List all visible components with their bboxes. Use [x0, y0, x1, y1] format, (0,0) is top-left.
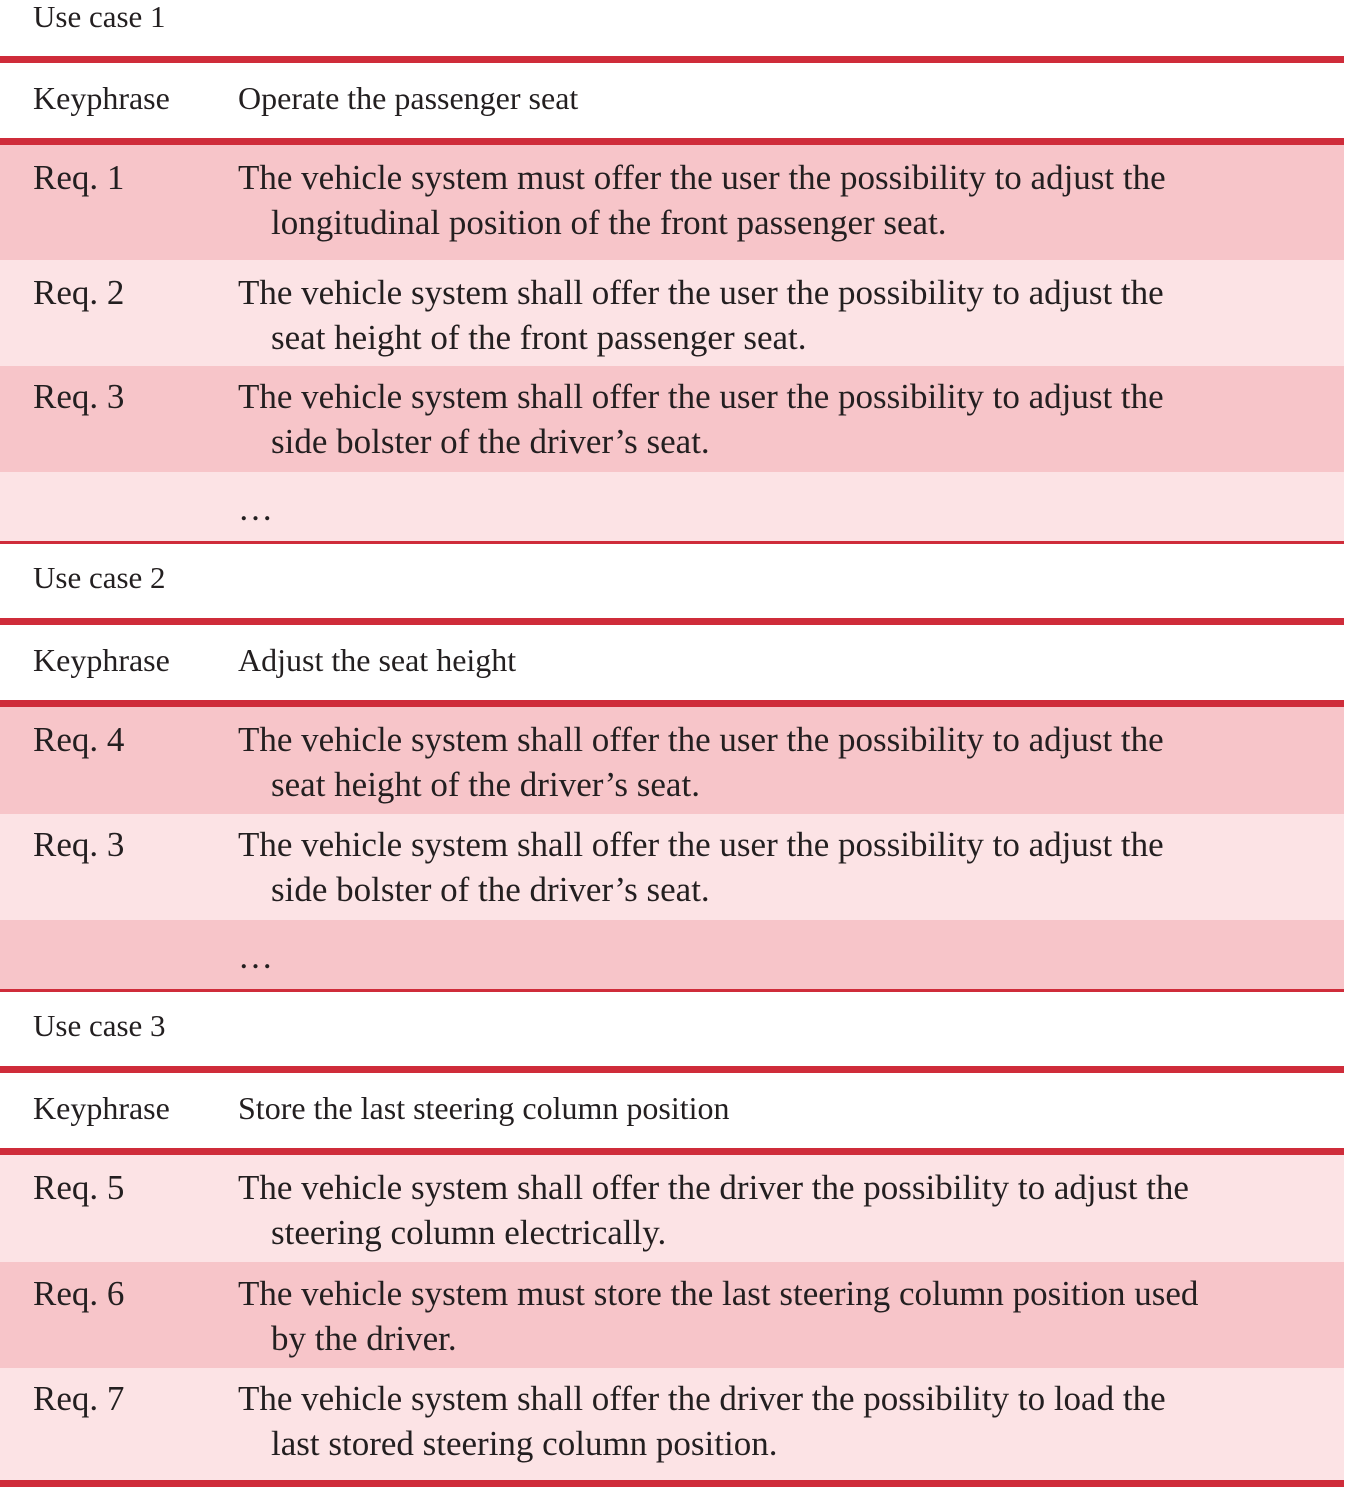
table-row — [0, 260, 1344, 366]
rule — [0, 618, 1344, 625]
req-text-line-1: The vehicle system shall offer the user the possibility to adjust the — [238, 720, 1164, 759]
req-text — [238, 1165, 1330, 1255]
keyphrase-label: Keyphrase — [33, 80, 170, 116]
req-text-line-2: seat height of the driver’s seat. — [271, 765, 700, 804]
ellipsis-row — [0, 920, 1344, 989]
req-id: Req. 3 — [33, 377, 125, 416]
use-case-1-label: Use case 1 — [33, 0, 166, 34]
req-text-line-2: last stored steering column position. — [271, 1424, 778, 1463]
use-case-3-label: Use case 3 — [33, 1008, 166, 1043]
req-text — [238, 155, 1330, 245]
table-row — [0, 814, 1344, 920]
req-text — [238, 822, 1330, 912]
req-text-line-2: side bolster of the driver’s seat. — [271, 422, 710, 461]
rule — [0, 1148, 1344, 1155]
keyphrase-value: Operate the passenger seat — [238, 80, 579, 116]
table-row — [0, 366, 1344, 472]
rule — [0, 700, 1344, 707]
req-text-line-2: steering column electrically. — [271, 1213, 667, 1252]
req-text — [238, 270, 1330, 360]
req-text-line-1: The vehicle system must store the last steering column position used — [238, 1274, 1199, 1313]
req-text-line-2: longitudinal position of the front passenger seat. — [271, 203, 947, 242]
req-id: Req. 5 — [33, 1168, 125, 1207]
req-id: Req. 6 — [33, 1274, 125, 1313]
req-text — [238, 1376, 1330, 1466]
table-row — [0, 1368, 1344, 1480]
req-text-line-1: The vehicle system shall offer the driver the possibility to adjust the — [238, 1168, 1189, 1207]
rule — [0, 1480, 1344, 1487]
keyphrase-label: Keyphrase — [33, 642, 170, 678]
rule — [0, 138, 1344, 145]
keyphrase-label: Keyphrase — [33, 1090, 170, 1126]
ellipsis: … — [238, 937, 273, 976]
table-row — [0, 145, 1344, 260]
req-text — [238, 717, 1330, 807]
table-row — [0, 1262, 1344, 1368]
rule — [0, 541, 1344, 544]
table-row — [0, 1155, 1344, 1262]
rule — [0, 1066, 1344, 1073]
rule — [0, 989, 1344, 992]
req-id: Req. 3 — [33, 825, 125, 864]
req-text-line-2: side bolster of the driver’s seat. — [271, 870, 710, 909]
req-id: Req. 4 — [33, 720, 125, 759]
keyphrase-value: Adjust the seat height — [238, 642, 517, 678]
req-text — [238, 1271, 1330, 1361]
req-text-line-2: by the driver. — [271, 1319, 457, 1358]
ellipsis-row — [0, 472, 1344, 541]
req-id: Req. 2 — [33, 273, 125, 312]
ellipsis: … — [238, 489, 273, 528]
table-row — [0, 707, 1344, 814]
keyphrase-value: Store the last steering column position — [238, 1090, 730, 1126]
req-id: Req. 7 — [33, 1379, 125, 1418]
keyphrase-row — [0, 63, 1344, 138]
keyphrase-row — [0, 625, 1344, 700]
req-text-line-1: The vehicle system shall offer the user the possibility to adjust the — [238, 273, 1164, 312]
req-text-line-2: seat height of the front passenger seat. — [271, 318, 807, 357]
req-text-line-1: The vehicle system shall offer the driver the possibility to load the — [238, 1379, 1166, 1418]
keyphrase-row — [0, 1073, 1344, 1148]
req-text-line-1: The vehicle system shall offer the user the possibility to adjust the — [238, 825, 1164, 864]
req-id: Req. 1 — [33, 158, 125, 197]
req-text-line-1: The vehicle system must offer the user the possibility to adjust the — [238, 158, 1166, 197]
req-text — [238, 374, 1330, 464]
use-case-2-label: Use case 2 — [33, 560, 166, 595]
req-text-line-1: The vehicle system shall offer the user the possibility to adjust the — [238, 377, 1164, 416]
rule — [0, 56, 1344, 63]
